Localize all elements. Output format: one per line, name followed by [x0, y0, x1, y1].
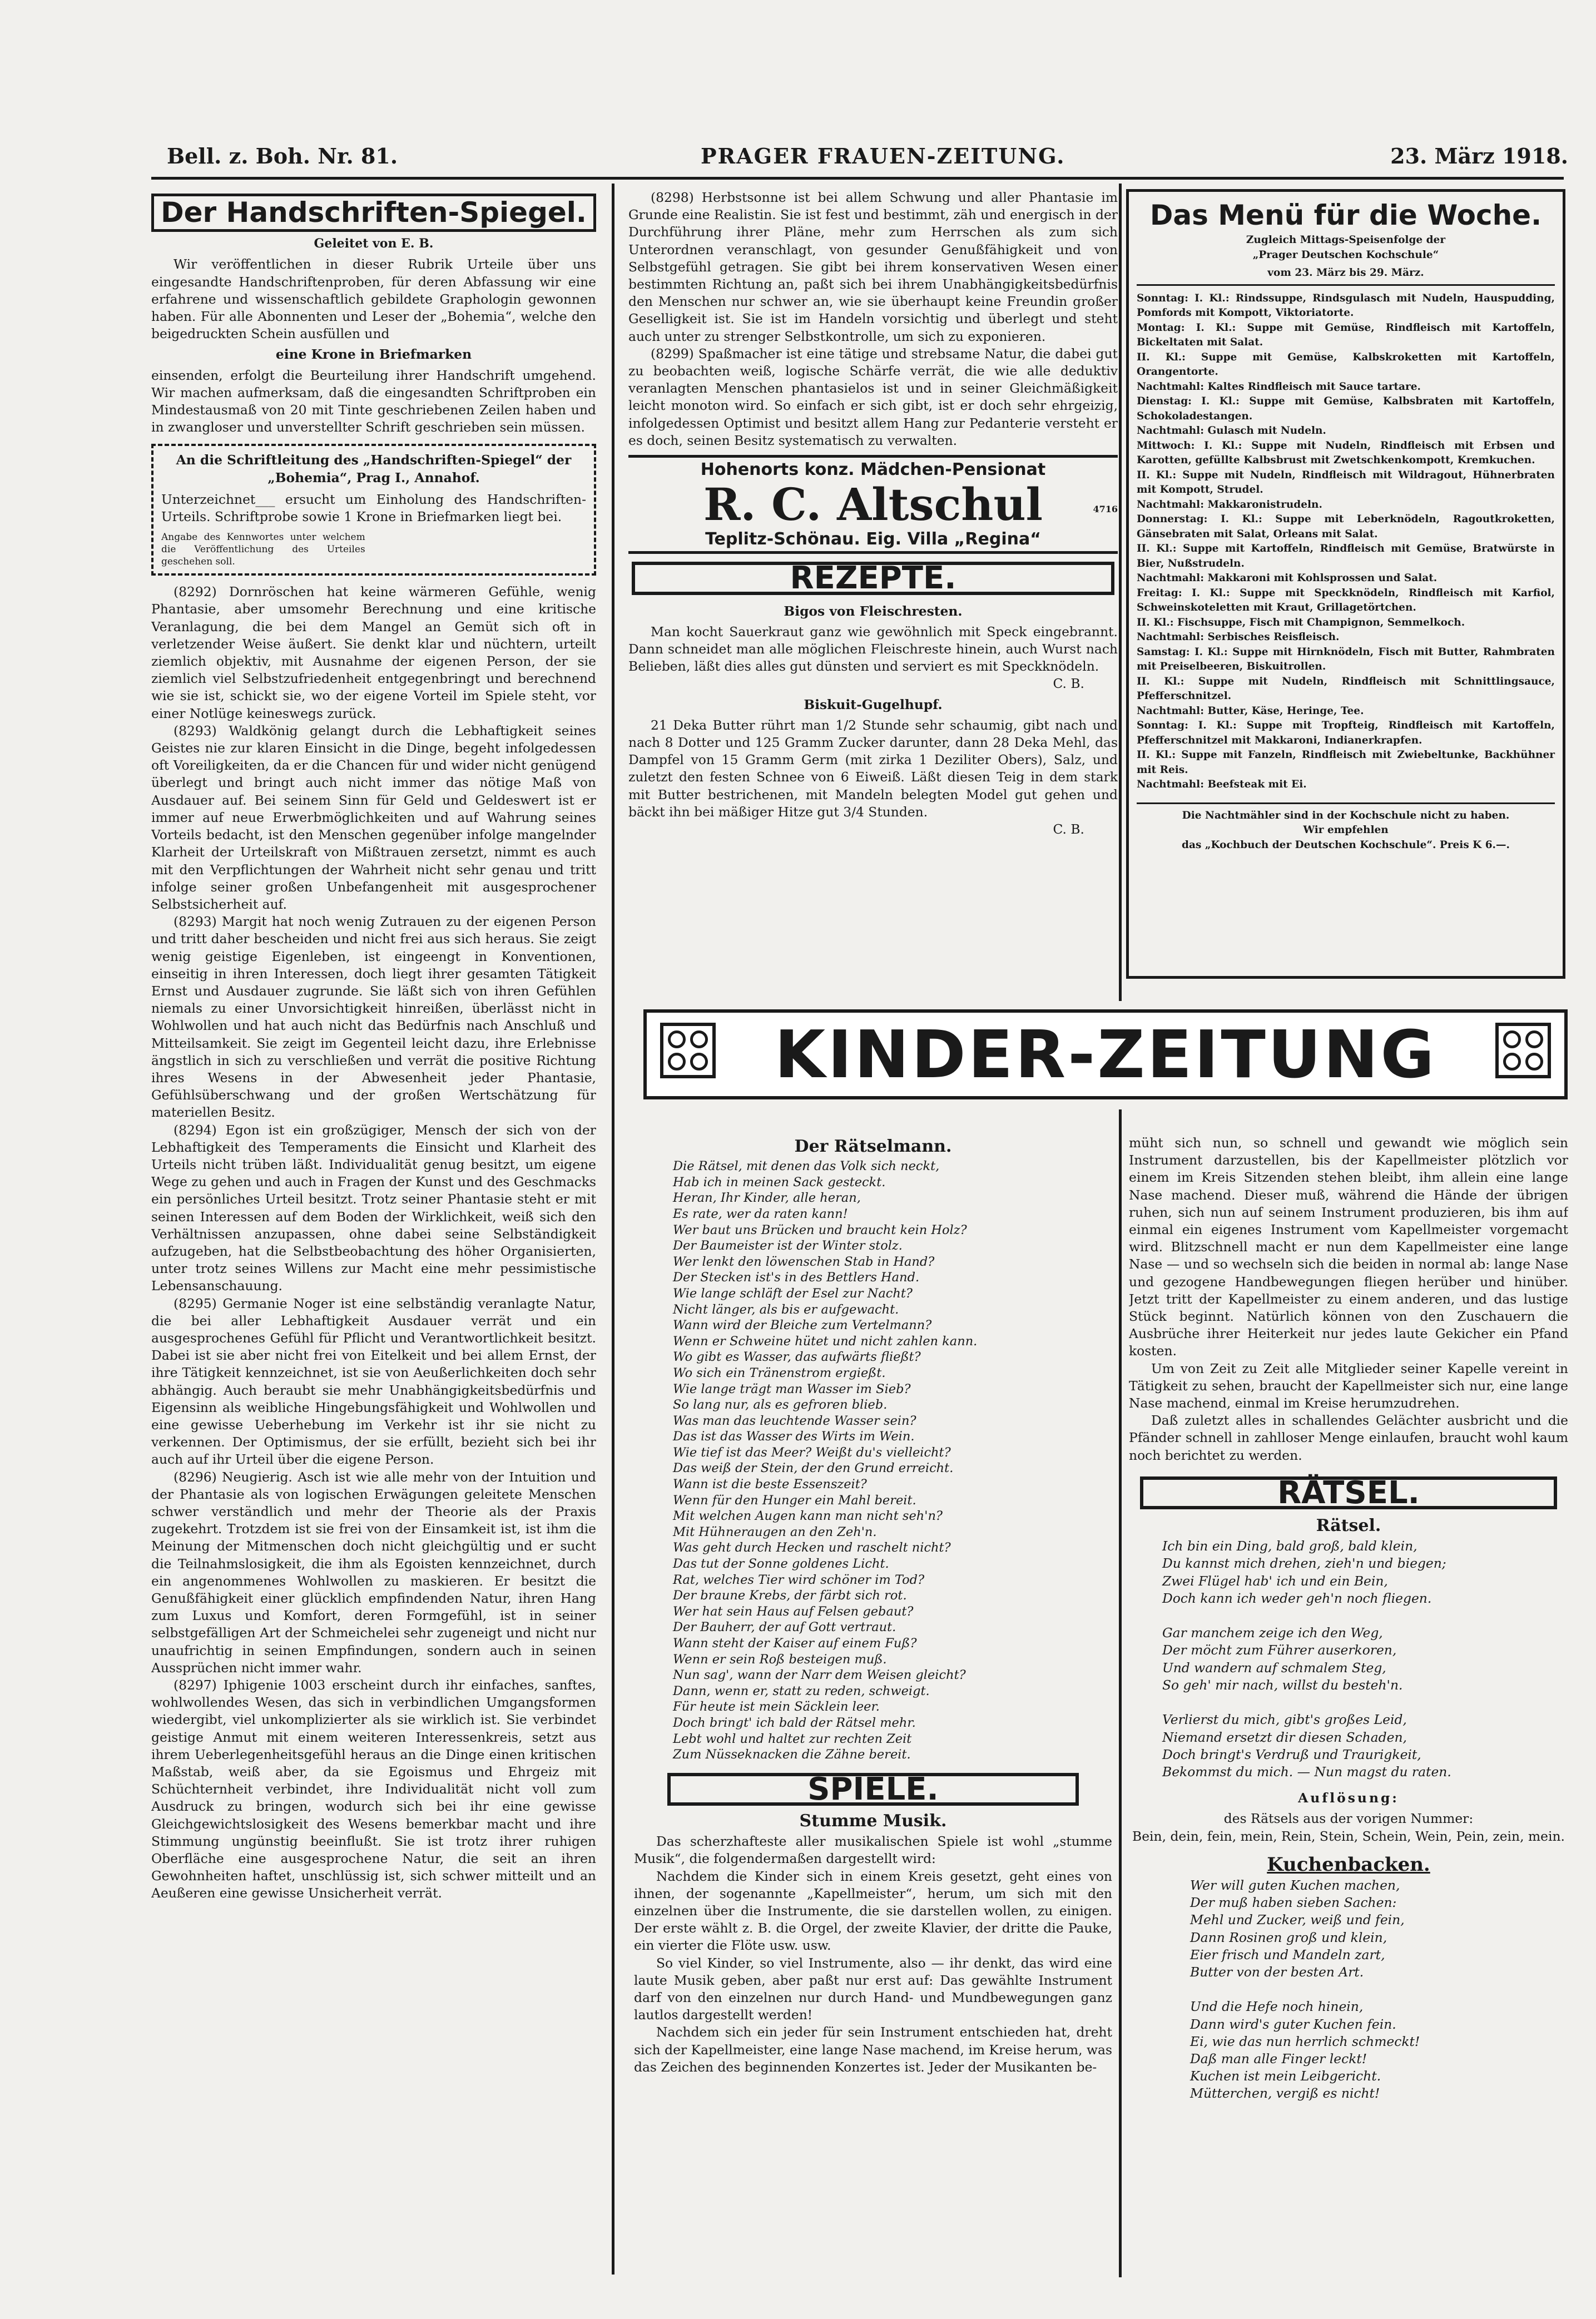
column-children-middle [634, 1134, 1112, 2286]
ad-line-1: Hohenorts konz. Mädchen-Pensionat [700, 460, 1046, 480]
menu-list [1137, 291, 1555, 792]
riddle-text: Ich bin ein Ding, bald groß, bald klein, Du kannst mich drehen, zieh'n und biegen; Zwei Flügel hab' ich und ein Bein, Doch kann ich weder geh'n noch fliegen. Gar manchem zeige ich den Weg, Der möcht zum Führer auserkoren, Und wandern auf schmalem Steg, So geh' mir nach, willst du besteh'n. Verlierst du mich, gibt's großes Leid, Niemand ersetzt dir diesen Schaden, Doch bringt's Verdruß und Traurigkeit, Bekommst du mich. — Nun magst du raten. [1162, 1538, 1451, 1780]
menu-line: Freitag: I. Kl.: Suppe mit Speckknödeln, Rindfleisch mit Karfiol, Schweinskoteletten mit Kraut, Grillagetörtchen. [1137, 587, 1555, 613]
coupon-label: Angabe des Kennwortes unter welchem die Veröffentlichung des Urteiles geschehen soll. [161, 532, 365, 568]
menu-footer-3: das „Kochbuch der Deutschen Kochschule“. Preis K 6.—. [1182, 839, 1510, 851]
riddle-title: Rätsel. [1316, 1516, 1381, 1536]
poem-title: Der Rätselmann. [794, 1137, 952, 1156]
menu-line: Dienstag: I. Kl.: Suppe mit Gemüse, Kalbsbraten mit Kartoffeln, Schokoladestangen. [1137, 395, 1555, 422]
coupon-body: Unterzeichnet___ ersucht um Einholung des Handschriften-Urteils. Schriftprobe sowie 1 Krone in Briefmarken liegt bei. [161, 491, 586, 525]
menu-line: Nachtmahl: Gulasch mit Nudeln. [1137, 425, 1326, 437]
entry-8294: (8294) Egon ist ein großzügiger, Mensch der sich von der Lebhaftigkeit des Temperaments die Einsicht und Klarheit des Urteils nicht trüben läßt. Individualität genug besitzt, um eigene Wege zu gehen und auch in Fragen der Kunst und des Geschmacks ein persönliches Urteil besitzt. Trotz seiner Phantasie steht er mit seinen Interessen auf dem Boden der Wirklichkeit, weiß sich den Verhältnissen anzupassen, ohne dabei seine Selbständigkeit aufzugeben, hat die Selbstbeobachtung des höher Organisierten, unter trotz seines Willens zur Macht eine mehr pessimistische Lebensanschauung. [151, 1122, 596, 1294]
coupon-head: An die Schriftleitung des „Handschriften-Spiegel“ der „Bohemia“, Prag I., Annahof. [176, 452, 572, 485]
game-continued: Um von Zeit zu Zeit alle Mitglieder seiner Kapelle vereint in Tätigkeit zu sehen, braucht der Kapellmeister sich nur, eine lange Nase machend, einmal im Kreise herumzudrehen. [1129, 1360, 1568, 1411]
ad-name: R. C. Altschul [703, 478, 1043, 531]
entry-8297: (8297) Iphigenie 1003 erscheint durch ihr einfaches, sanftes, wohlwollendes Wesen, das sich in verbindlichen Umgangsformen wiedergibt, viel unkomplizierter als sie wirklich ist. Sie verbindet geistige Anmut mit einem weiteren Interessenkreis, setzt aus ihrem Ueberlegenheitsgefühl heraus an die Dinge einen kritischen Maßstab, weiß aber, da sie Egoismus und Ehrgeiz mit Schüchternheit verbindet, ihre Individualität nicht voll zum Ausdruck zu bringen, wodurch sich bei ihr eine gewisse Gleichgewichtslosigkeit des Wesens bemerkbar macht und ihre Stimmung ungünstig beeinflußt. Sie ist trotz ihrer ruhigen Oberfläche eine ausgesprochene Natur, die seit an ihren Gewohnheiten haftet, unschlüssig ist, sich schwer mitteilt und an Aeußeren eine gewisse Unsicherheit verrät. [151, 1677, 596, 1901]
ornament-icon [1495, 1023, 1551, 1078]
handwriting-intro-2: einsenden, erfolgt die Beurteilung ihrer Handschrift umgehend. Wir machen aufmerksam, daß die eingesandten Schriftproben ein Mindestausmaß von 20 mit Tinte geschriebenen Zeilen haben und in zwangloser und unverstellter Schrift geschrieben sein müssen. [151, 367, 596, 435]
stamp-line: eine Krone in Briefmarken [275, 346, 472, 363]
header-left: Bell. z. Boh. Nr. 81. [167, 143, 398, 169]
menu-line: Nachtmahl: Butter, Käse, Heringe, Tee. [1137, 705, 1364, 717]
header-center: PRAGER FRAUEN-ZEITUNG. [701, 143, 1065, 169]
entry-8295: (8295) Germanie Noger ist eine selbständig veranlagte Natur, die bei aller Lebhaftigkeit Ausdauer verrät und ein ausgesprochenes Gefühl für Pflicht und Verantwortlichkeit besitzt. Dabei ist sie aber nicht frei von Eitelkeit und bei allem Ernst, der ihre Tätigkeit kennzeichnet, ist sie von Aeußerlichkeiten doch sehr abhängig. Auch beraubt sie mehr Unabhängigkeitsbedürfnis und Eigensinn als weibliche Hingebungsfähigkeit und Wohlwollen und eine gewisse Ueberhebung im Verkehr ist ihr sie nicht zu verkennen. Der Optimismus, der sie erfüllt, bezieht sich bei ihr auch auf ihr Urteil über die eigene Person. [151, 1295, 596, 1468]
handwriting-subtitle: Geleitet von E. B. [314, 236, 434, 251]
kinder-zeitung-title: KINDER-ZEITUNG [774, 1016, 1437, 1093]
menu-dates: vom 23. März bis 29. März. [1137, 266, 1555, 286]
menu-line: Mittwoch: I. Kl.: Suppe mit Nudeln, Rindfleisch mit Erbsen und Karotten, gefüllte Kalbsbrust mit Zwetschkenkompott, Kremkuchen. [1137, 439, 1555, 466]
menu-line: Nachtmahl: Serbisches Reisfleisch. [1137, 631, 1340, 643]
rezepte-title: REZEPTE. [632, 562, 1114, 594]
menu-line: II. Kl.: Suppe mit Fanzeln, Rindfleisch mit Zwiebeltunke, Backhühner mit Reis. [1137, 749, 1555, 776]
menu-footer-2: Wir empfehlen [1303, 824, 1389, 836]
entry-8299: (8299) Spaßmacher ist eine tätige und strebsame Natur, die dabei gut zu beobachten weiß, logische Schärfe verrät, die wie alle deduktiv veranlagten Menschen phantasielos ist und in seiner Gleichmäßigkeit leicht monoton wird. So einfach er sich gibt, ist er doch sehr ehrgeizig, infolgedessen Optimist und besitzt allem Hang zur Pedanterie versteht er es doch, seinen Besitz systematisch zu verwalten. [628, 345, 1118, 448]
menu-line: Sonntag: I. Kl.: Rindssuppe, Rindsgulasch mit Nudeln, Hauspudding, Pomfords mit Kompott, Viktoriatorte. [1137, 292, 1555, 319]
menu-line: Donnerstag: I. Kl.: Suppe mit Leberknödeln, Ragoutkroketten, Gänsebraten mit Salat, Orleans mit Salat. [1137, 513, 1555, 540]
column-handwriting [151, 189, 596, 2275]
column-middle-top [628, 189, 1118, 962]
raetsel-title: RÄTSEL. [1140, 1476, 1557, 1509]
menu-line: II. Kl.: Fischsuppe, Fisch mit Champignon, Semmelkoch. [1137, 616, 1465, 628]
ad-code: 4716 [1093, 504, 1118, 515]
poem-text: Die Rätsel, mit denen das Volk sich neckt, Hab ich in meinen Sack gesteckt. Heran, Ihr Kinder, alle heran, Es rate, wer da raten kann! Wer baut uns Brücken und braucht kein Holz? Der Baumeister ist der Winter stolz. Wer lenkt den löwenschen Stab in Hand? Der Stecken ist's in des Bettlers Hand. Wie lange schläft der Esel zur Nacht? Nicht länger, als bis er aufgewacht. Wann wird der Bleiche zum Vertelmann? Wenn er Schweine hütet und nicht zahlen kann. Wo gibt es Wasser, das aufwärts fließt? Wo sich ein Tränenstrom ergießt. Wie lange trägt man Wasser im Sieb? So lang nur, als es gefroren blieb. Was man das leuchtende Wasser sein? Das ist das Wasser des Wirts im Wein. Wie tief ist das Meer? Weißt du's vielleicht? Das weiß der Stein, der den Grund erreicht. Wann ist die beste Essenszeit? Wenn für den Hunger ein Mahl bereit. Mit welchen Augen kann man nicht seh'n? Mit Hühneraugen an den Zeh'n. Was geht durch Hecken und raschelt nicht? Das tut der Sonne goldenes Licht. Rat, welches Tier wird schöner im Tod? Der braune Krebs, der färbt sich rot. Wer hat sein Haus auf Felsen gebaut? Der Bauherr, der auf Gott vertraut. Wann steht der Kaiser auf einem Fuß? Wenn er sein Roß besteigen muß. Nun sag', wann der Narr dem Weisen gleicht? Dann, wenn er, statt zu reden, schweigt. Für heute ist mein Säcklein leer. Doch bringt' ich bald der Rätsel mehr. Lebt wohl und haltet zur rechten Zeit Zum Nüsseknacken die Zähne bereit. [673, 1159, 978, 1762]
solution-intro: des Rätsels aus der vorigen Nummer: [1223, 1811, 1474, 1827]
handwriting-title: Der Handschriften-Spiegel. [151, 194, 596, 232]
menu-line: Nachtmahl: Kaltes Rindfleisch mit Sauce tartare. [1137, 380, 1421, 393]
solution-text: Bein, dein, fein, mein, Rein, Stein, Schein, Wein, Pein, zein, mein. [1132, 1828, 1565, 1844]
recipe-1-title: Bigos von Fleischresten. [784, 603, 963, 619]
menu-subtitle-1: Zugleich Mittags-Speisenfolge der [1246, 234, 1446, 246]
solution-title: Auflösung: [1298, 1790, 1399, 1806]
ad-line-3: Teplitz-Schönau. Eig. Villa „Regina“ [705, 529, 1041, 549]
menu-line: Nachtmahl: Makkaroni mit Kohlsprossen und Salat. [1137, 572, 1438, 584]
column-children-right [1129, 1134, 1568, 2286]
menu-footer-1: Die Nachtmähler sind in der Kochschule nicht zu haben. [1137, 802, 1555, 824]
recipe-2-signature: C. B. [1053, 821, 1084, 838]
recipe-2-text: 21 Deka Butter rührt man 1/2 Stunde sehr schaumig, gibt nach und nach 8 Dotter und 125 Gramm Zucker darunter, dann 28 Deka Mehl, das Dampfel von 15 Gramm Germ (mit zirka 1 Deziliter Obers), Salz, und zuletzt den festen Schnee von 6 Eiweiß. Läßt diesen Teig in dem stark mit Butter bestrichenen, mit Mandeln belegten Model gut gehen und bäckt ihn bei mäßiger Hitze gut 3/4 Stunden. [628, 717, 1118, 820]
entry-8296: (8296) Neugierig. Asch ist wie alle mehr von der Intuition und der Phantasie als von logischen Erwägungen geleitete Menschen schwer verständlich und mehr der Theorie als der Praxis zugekehrt. Trotzdem ist sie frei von der Einsamkeit ist, ist ihm die Meinung der Mitmenschen doch nicht gleichgültig und er sucht die Teilnahmslosigkeit, die ihm als Egoisten kennzeichnet, durch ein angenommenes Wohlwollen zu maskieren. Er besitzt die Genußfähigkeit einer glücklich empfindenden Natur, ihren Hang zum Luxus und Komfort, deren Formgefühl, ist in seiner selbstgefälligen Art der Schmeichelei sehr zugeneigt und nicht nur unaufrichtig in seinen Empfindungen, sondern auch in seinen Aussprüchen nicht immer wahr. [151, 1469, 596, 1676]
menu-line: Montag: I. Kl.: Suppe mit Gemüse, Rindfleisch mit Kartoffeln, Bickeltaten mit Salat. [1137, 321, 1555, 348]
column-rule-1 [612, 184, 614, 2275]
spiele-title: SPIELE. [667, 1773, 1079, 1806]
order-coupon[interactable] [151, 444, 596, 576]
game-text: So viel Kinder, so viel Instrumente, also — ihr denkt, das wird eine laute Musik geben, aber paßt nur erst auf: Das gewählte Instrument darf von den einzelnen nur durch Hand- und Mundbewegungen ganz lautlos dargestellt werden! [634, 1955, 1112, 2023]
menu-line: Nachtmahl: Beefsteak mit Ei. [1137, 779, 1307, 790]
recipe-1-text: Man kocht Sauerkraut ganz wie gewöhnlich mit Speck eingebrannt. Dann schneidet man alle möglichen Fleischreste hinein, auch Wurst nach Belieben, läßt dies alles gut dünsten und serviert es mit Speckknödeln. [628, 623, 1118, 675]
ornament-icon [660, 1023, 716, 1078]
entry-8293: (8293) Waldkönig gelangt durch die Lebhaftigkeit seines Geistes nie zur klaren Einsicht in die Dinge, begeht infolgedessen oft Voreiligkeiten, da er die Chancen für und wider nicht genügend überlegt und bringt auch nicht immer das nötige Maß von Ausdauer auf. Bei seinem Sinn für Geld und Geldeswert ist er immer auf neue Erwerbmöglichkeiten und auf Wahrung seines Vorteils bedacht, ist den Menschen gegenüber infolge mangelnder Klarheit der Urteilskraft von Mißtrauen zersetzt, nimmt es auch mit den Verpflichtungen der Wahrheit nicht sehr genau und tritt infolge seiner großen Unbefangenheit mit ausgesprochener Selbstsicherheit auf. [151, 722, 596, 912]
column-rule-2 [1119, 184, 1122, 1001]
menu-line: II. Kl.: Suppe mit Kartoffeln, Rindfleisch mit Gemüse, Bratwürste in Bier, Nußstrudeln. [1137, 543, 1555, 569]
recipe-2-title: Biskuit-Gugelhupf. [804, 696, 943, 712]
menu-line: II. Kl.: Suppe mit Nudeln, Rindfleisch mit Wildragout, Hühnerbraten mit Kompott, Strudel. [1137, 469, 1555, 495]
poem2-text: Wer will guten Kuchen machen, Der muß haben sieben Sachen: Mehl und Zucker, weiß und fein, Dann Rosinen groß und klein, Eier frisch und Mandeln zart, Butter von der besten Art. Und die Hefe noch hinein, Dann wird's guter Kuchen fein. Ei, wie das nun herrlich schmeckt! Daß man alle Finger leckt! Kuchen ist mein Leibgericht. Mütterchen, vergiß es nicht! [1190, 1877, 1420, 2102]
game-text: Nachdem die Kinder sich in einem Kreis gesetzt, geht eines von ihnen, der sogenannte „Kapellmeister“, herum, um sich mit den einzelnen über die Instrumente, die sie darstellen wollen, zu einigen. Der erste wählt z. B. die Orgel, der zweite Klavier, der dritte die Pauke, ein vierter die Flöte usw. usw. [634, 1868, 1112, 1954]
header-right: 23. März 1918. [1390, 143, 1568, 169]
column-menu [1126, 189, 1565, 979]
menu-line: Nachtmahl: Makkaronistrudeln. [1137, 498, 1322, 511]
entry-8298: (8298) Herbstsonne ist bei allem Schwung und aller Phantasie im Grunde eine Realistin. Sie ist fest und bestimmt, zäh und energisch in der Durchführung ihrer Pläne, mehr zum Herrschen als zum sich Unterordnen veranschlagt, von gesunder Genußfähigkeit und von Selbstgefühl getragen. Sie gibt bei ihrem konservativen Wesen einer bestimmten Richtung an, paßt sich bei ihrem Unabhängigkeitsbedürfnis den Menschen nur schwer an, wie sie überhaupt keine Freundin großer Geselligkeit ist. Sie ist im Handeln vorsichtig und überlegt und steht auch unter zu strenger Selbstkontrolle, um sich zu exponieren. [628, 190, 1118, 344]
menu-title: Das Menü für die Woche. [1149, 199, 1542, 231]
page-header [167, 143, 1568, 171]
entry-8292: (8292) Dornröschen hat keine wärmeren Gefühle, wenig Phantasie, aber umsomehr Berechnung und eine kritische Veranlagung, die bei dem Mangel an Gemüt sich oft in verletzender Weise äußert. Sie denkt klar und nüchtern, urteilt ziemlich objektiv, mit Ausnahme der eigenen Person, der sie ziemlich viel Selbstzufriedenheit entgegenbringt und berechnend wie sie ist, schickt sie, wo der eigene Vorteil im Spiele steht, vor einer Notlüge keineswegs zurück. [151, 584, 596, 721]
game-continued: Daß zuletzt alles in schallendes Gelächter ausbricht und die Pfänder schnell in zahlloser Menge einlaufen, braucht wohl kaum noch berichtet zu werden. [1129, 1413, 1568, 1463]
recipe-1-signature: C. B. [1053, 676, 1084, 692]
game-title: Stumme Musik. [799, 1811, 947, 1831]
kinder-zeitung-banner [643, 1009, 1568, 1099]
menu-line: II. Kl.: Suppe mit Gemüse, Kalbskroketten mit Kartoffeln, Orangentorte. [1137, 351, 1555, 378]
poem2-title: Kuchenbacken. [1267, 1853, 1430, 1876]
advertisement [628, 455, 1118, 554]
column-rule-3 [1119, 1109, 1122, 2277]
menu-line: Samstag: I. Kl.: Suppe mit Hirnknödeln, Fisch mit Butter, Rahmbraten mit Preiselbeeren, Biskuitrollen. [1137, 646, 1555, 672]
game-continued: müht sich nun, so schnell und gewandt wie möglich sein Instrument darzustellen, bis der Kapellmeister plötzlich vor einem im Kreis Sitzenden stehen bleibt, ihm allein eine lange Nase machend. Dieser muß, während die Hände der übrigen ruhen, sich nun auf seinem Instrument produzieren, bis ihm auf einmal ein eigenes Instrument vom Kapellmeister vorgemacht wird. Blitzschnell macht er nun dem Kapellmeister eine lange Nase — und so wechseln sich die beiden in normal ab: lange Nase und gezogene Handbewegungen fliegen herüber und hinüber. Jetzt tritt der Kapellmeister zu einem anderen, und das lustige Stück beginnt. Natürlich können von den Zuschauern die Ausbrüche ihrer Heiterkeit nur jedes laute Gekicher ein Pfand kosten. [1129, 1135, 1568, 1359]
menu-line: Sonntag: I. Kl.: Suppe mit Tropfteig, Rindfleisch mit Kartoffeln, Pfefferschnitzel mit Makkaroni, Indianerkrapfen. [1137, 720, 1555, 746]
entry-8293b: (8293) Margit hat noch wenig Zutrauen zu der eigenen Person und tritt daher bescheiden und nicht frei aus sich heraus. Sie zeigt wenig geistige Eigenleben, ist eingeengt in Konventionen, einseitig in ihren Interessen, doch liegt ihrer gesamten Tätigkeit Ernst und Ausdauer zugrunde. Sie läßt sich von ihren Gefühlen niemals zu einer Unvorsichtigkeit hinreißen, überlässt nicht in Wohlwollen und hat auch nicht das Bedürfnis nach Anschluß und Mitteilsamkeit. Sie zeigt im Gegenteil leicht dazu, ihre Erlebnisse ängstlich in sich zu verschließen und verrät die positive Richtung ihres Wesens in der Abwesenheit jeder Phantasie, Gefühlsüberschwang und der großen Wertschätzung für materiellen Besitz. [151, 914, 596, 1121]
game-text: Nachdem sich ein jeder für sein Instrument entschieden hat, dreht sich der Kapellmeister, eine lange Nase machend, im Kreise herum, was das Zeichen des beginnenden Konzertes ist. Jeder der Musikanten be- [634, 2024, 1112, 2075]
game-text: Das scherzhafteste aller musikalischen Spiele ist wohl „stumme Musik“, die folgendermaßen dargestellt wird: [634, 1834, 1112, 1867]
menu-line: II. Kl.: Suppe mit Nudeln, Rindfleisch mit Schnittlingsauce, Pfefferschnitzel. [1137, 675, 1555, 702]
handwriting-intro: Wir veröffentlichen in dieser Rubrik Urteile über uns eingesandte Handschriftenproben, für deren Abfassung wir eine erfahrene und wissenschaftlich gebildete Graphologin gewonnen haben. Für alle Abonnenten und Leser der „Bohemia“, welche den beigedruckten Schein ausfüllen und [151, 256, 596, 342]
header-rule [151, 177, 1564, 180]
menu-subtitle-2: „Prager Deutschen Kochschule“ [1252, 249, 1439, 261]
